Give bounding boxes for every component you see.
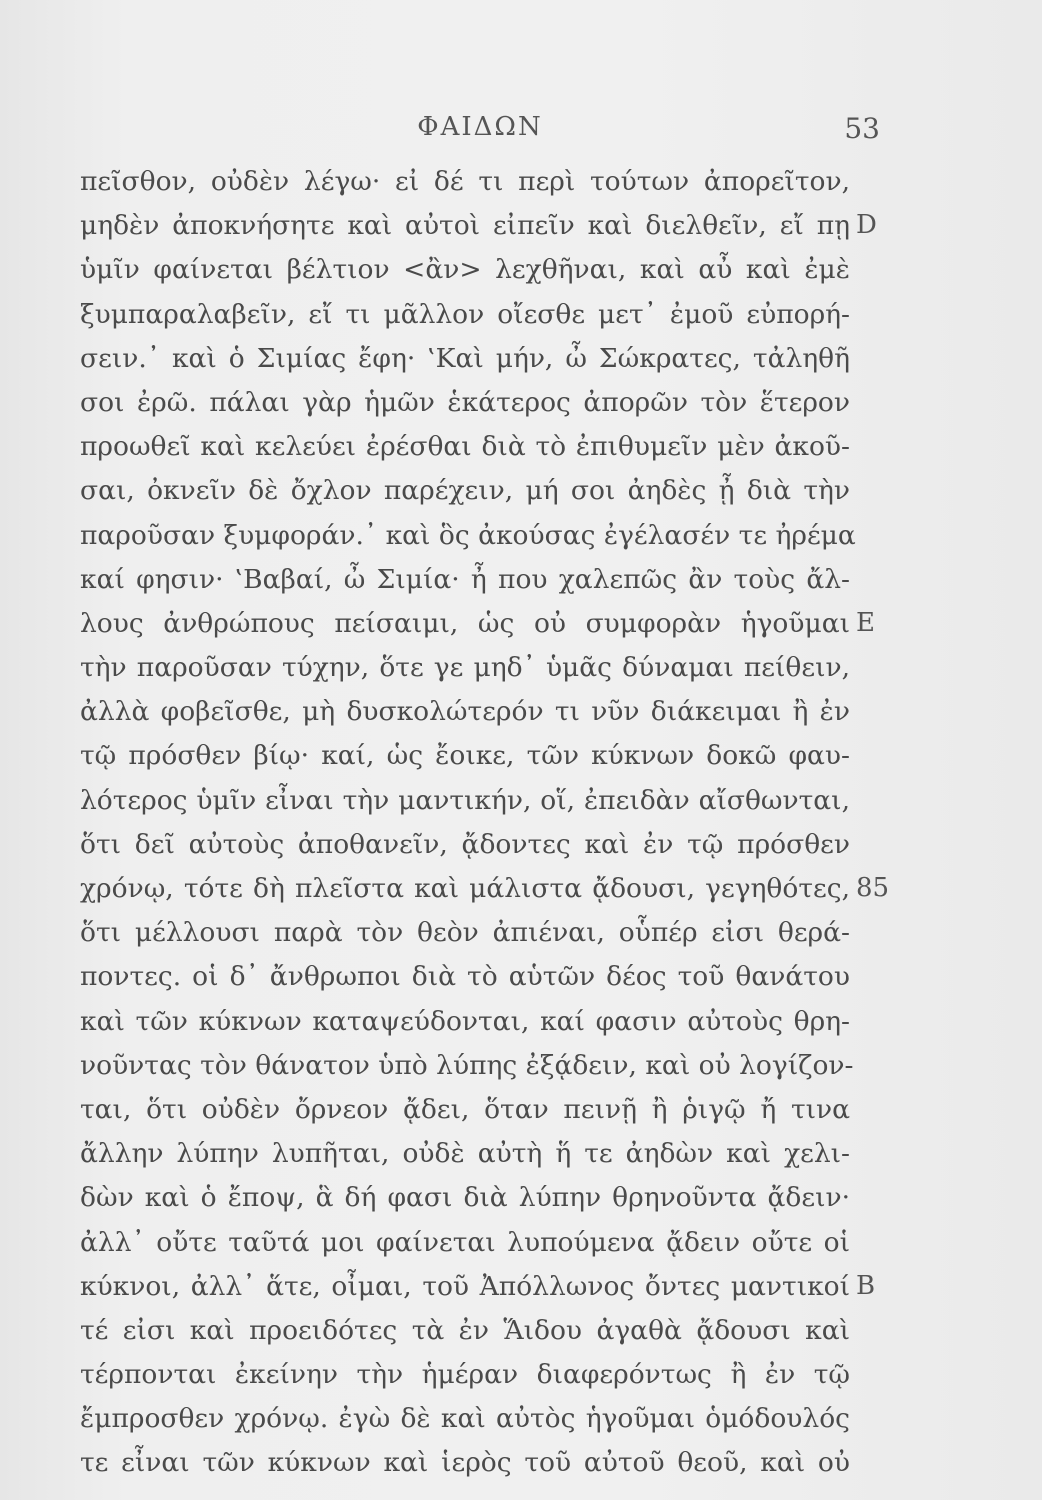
text-line: ὅτι δεῖ αὐτοὺς ἀποθανεῖν, ᾄδοντες καὶ ἐν τῷ πρόσθεν [80,828,850,860]
text-line: δὼν καὶ ὁ ἔποψ, ἃ δή φασι διὰ λύπην θρηνοῦντα ᾄδειν· [80,1182,850,1214]
text-line: νοῦντας τὸν θάνατον ὑπὸ λύπης ἐξᾴδειν, καὶ οὐ λογίζον- [80,1049,854,1081]
text-line: ἀλλὰ φοβεῖσθε, μὴ δυσκολώτερόν τι νῦν διάκειμαι ἢ ἐν [80,696,850,728]
text-line: ται, ὅτι οὐδὲν ὄρνεον ᾄδει, ὅταν πεινῇ ἢ ῥιγῷ ἤ τινα [80,1093,850,1125]
text-line: τέ εἰσι καὶ προειδότες τὰ ἐν Ἅιδου ἀγαθὰ ᾄδουσι καὶ [80,1314,850,1346]
running-head [0,112,1042,152]
text-line: ἀλλ᾽ οὔτε ταῦτά μοι φαίνεται λυπούμενα ᾄδειν οὔτε οἱ [80,1226,850,1258]
text-line: καί φησιν· ‛Βαβαί, ὦ Σιμία· ἦ που χαλεπῶς ἂν τοὺς ἄλ- [80,563,850,595]
text-line: μηδὲν ἀποκνήσητε καὶ αὐτοὶ εἰπεῖν καὶ διελθεῖν, εἴ πῃ [80,210,850,242]
margin-marker: D [856,210,877,241]
text-line: σειν.᾽ καὶ ὁ Σιμίας ἔφη· ‛Καὶ μήν, ὦ Σώκρατες, τἀληθῆ [80,342,850,374]
text-line: πεῖσθον, οὐδὲν λέγω· εἰ δέ τι περὶ τούτων ἀπορεῖτον, [80,166,850,197]
text-line: ποντες. οἱ δ᾽ ἄνθρωποι διὰ τὸ αὑτῶν δέος τοῦ θανάτου [80,961,850,993]
text-line: ὑμῖν φαίνεται βέλτιον <ἂν> λεχθῆναι, καὶ αὖ καὶ ἐμὲ [80,254,850,286]
text-line: ἔμπροσθεν χρόνῳ. ἐγὼ δὲ καὶ αὐτὸς ἡγοῦμαι ὁμόδουλός [80,1403,850,1435]
margin-marker: B [856,1271,876,1301]
text-line: τὴν παροῦσαν τύχην, ὅτε γε μηδ᾽ ὑμᾶς δύναμαι πείθειν, [80,652,850,684]
text-line: λότερος ὑμῖν εἶναι τὴν μαντικήν, οἵ, ἐπειδὰν αἴσθωνται, [80,784,850,816]
text-line: τῷ πρόσθεν βίῳ· καί, ὡς ἔοικε, τῶν κύκνων δοκῶ φαυ- [80,740,850,772]
text-line: τε εἶναι τῶν κύκνων καὶ ἱερὸς τοῦ αὐτοῦ θεοῦ, καὶ οὐ [80,1447,850,1479]
text-line: σαι, ὀκνεῖν δὲ ὄχλον παρέχειν, μή σοι ἀηδὲς ᾖ διὰ τὴν [80,475,850,507]
page-number: 53 [844,112,880,145]
text-line: ξυμπαραλαβεῖν, εἴ τι μᾶλλον οἴεσθε μετ᾽ ἐμοῦ εὐπορή- [80,298,850,330]
margin-marker: E [856,608,875,638]
greek-text-body [80,160,856,1486]
running-title: ΦΑΙΔΩΝ [417,112,543,142]
text-line: παροῦσαν ξυμφοράν.᾽ καὶ ὃς ἀκούσας ἐγέλασέν τε ἠρέμα [80,519,856,551]
text-line: ἄλλην λύπην λυπῆται, οὐδὲ αὐτὴ ἥ τε ἀηδὼν καὶ χελι- [80,1138,850,1170]
margin-marker: 85 [856,873,890,904]
text-line: χρόνῳ, τότε δὴ πλεῖστα καὶ μάλιστα ᾄδουσι, γεγηθότες, [80,873,850,904]
text-line: ὅτι μέλλουσι παρὰ τὸν θεὸν ἀπιέναι, οὗπέρ εἰσι θερά- [80,917,850,949]
text-line: σοι ἐρῶ. πάλαι γὰρ ἡμῶν ἑκάτερος ἀπορῶν τὸν ἕτερον [80,386,850,418]
text-line: λους ἀνθρώπους πείσαιμι, ὡς οὐ συμφορὰν ἡγοῦμαι [80,607,850,639]
text-line: καὶ τῶν κύκνων καταψεύδονται, καί φασιν αὐτοὺς θρη- [80,1005,850,1037]
text-line: τέρπονται ἐκείνην τὴν ἡμέραν διαφερόντως ἢ ἐν τῷ [80,1359,850,1391]
text-line: προωθεῖ καὶ κελεύει ἐρέσθαι διὰ τὸ ἐπιθυμεῖν μὲν ἀκοῦ- [80,431,850,463]
text-line: κύκνοι, ἀλλ᾽ ἅτε, οἶμαι, τοῦ Ἀπόλλωνος ὄντες μαντικοί [80,1270,850,1302]
